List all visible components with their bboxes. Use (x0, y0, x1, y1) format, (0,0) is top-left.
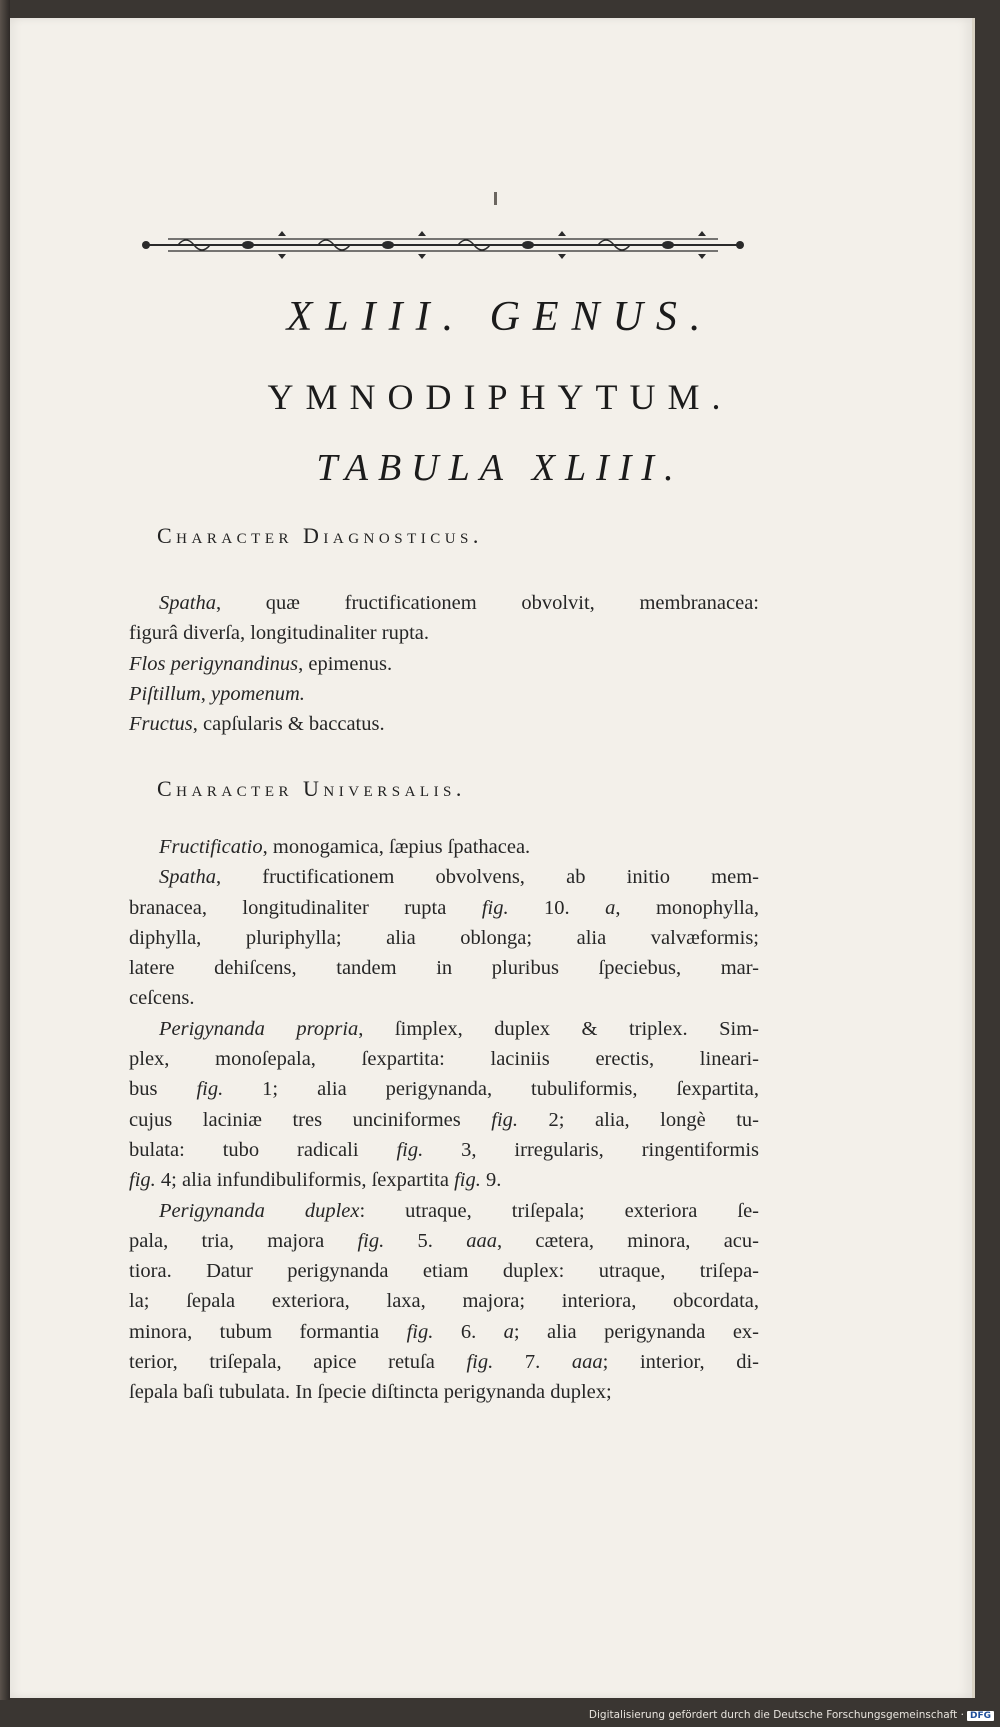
page-mark (494, 192, 497, 205)
text-run: , cætera, minora, acu- (496, 1229, 759, 1252)
italic-term: a (605, 896, 616, 919)
heading-universalis: Character Universalis. (157, 776, 466, 801)
text-run: 9. (480, 1169, 502, 1192)
text-line (129, 923, 759, 953)
diagnosticus-text (129, 588, 759, 739)
text-line (129, 1317, 759, 1347)
italic-term: Perigynanda duplex (159, 1199, 360, 1222)
italic-term: fig. (129, 1169, 156, 1192)
universalis-text (129, 832, 759, 1408)
text-line (129, 983, 759, 1013)
text-run: 2; alia, longè tu- (518, 1108, 759, 1131)
text-line (129, 1074, 759, 1104)
text-run: diphylla, pluriphylla; alia oblonga; alia valvæformis; (129, 926, 759, 949)
italic-term: Fructus (129, 713, 193, 736)
text-run: branacea, longitudinaliter rupta (129, 896, 482, 919)
italic-term: ypomenum. (211, 682, 305, 705)
text-run: tiora. Datur perigynanda etiam duplex: utraque, triſepa- (129, 1260, 759, 1283)
text-line (129, 893, 759, 923)
italic-term: Piſtillum (129, 682, 201, 705)
text-run: la; ſepala exteriora, laxa, majora; interiora, obcordata, (129, 1290, 759, 1313)
text-run: 1; alia perigynanda, tubuliformis, ſexpartita, (223, 1078, 759, 1101)
text-run: , monophylla, (615, 896, 760, 919)
italic-term: fig. (466, 1351, 494, 1374)
italic-term: Perigynanda propria (159, 1017, 359, 1040)
text-line (129, 618, 759, 648)
italic-term: Flos perigynandinus (129, 652, 299, 675)
text-run: cujus laciniæ tres unciniformes (129, 1108, 492, 1131)
book-page (10, 18, 975, 1698)
text-line (129, 1135, 759, 1165)
text-run: 7. (493, 1351, 572, 1374)
italic-term: aaa (571, 1351, 603, 1374)
text-line (129, 1044, 759, 1074)
text-run: latere dehiſcens, tandem in pluribus ſpeciebus, mar- (129, 957, 759, 980)
text-line (129, 588, 759, 618)
text-run: 3, irregularis, ringentiformis (423, 1138, 759, 1161)
text-line (129, 862, 759, 892)
text-run: bus (129, 1078, 197, 1101)
text-line (129, 1014, 759, 1044)
italic-term: fig. (491, 1108, 519, 1131)
text-run: 6. (433, 1320, 504, 1343)
text-run: pala, tria, majora (129, 1229, 358, 1252)
italic-term: fig. (454, 1169, 481, 1192)
text-line (129, 679, 759, 709)
text-line (129, 1347, 759, 1377)
text-run: , quæ fructificationem obvolvit, membranacea: (215, 592, 759, 614)
text-run: ſepala baſi tubulata. In ſpecie diſtincta perigynanda duplex; (129, 1381, 612, 1404)
text-line (129, 1286, 759, 1316)
text-line (129, 1377, 759, 1407)
text-run: , (200, 682, 211, 705)
italic-term: Fructificatio (159, 836, 263, 858)
italic-term: a (503, 1320, 514, 1343)
book-spine (0, 0, 10, 1727)
text-line (129, 1165, 759, 1195)
dfg-logo: DFG (967, 1711, 994, 1721)
text-run: terior, triſepala, apice retuſa (129, 1351, 467, 1374)
text-line (129, 953, 759, 983)
funding-note-text: Digitalisierung gefördert durch die Deutsche Forschungsgemeinschaft · (588, 1709, 964, 1721)
italic-term: fig. (406, 1320, 434, 1343)
text-run: plex, monoſepala, ſexpartita: laciniis erectis, lineari- (129, 1048, 759, 1071)
text-run: ; alia perigynanda ex- (513, 1320, 760, 1343)
italic-term: fig. (396, 1138, 424, 1161)
text-line (129, 832, 759, 862)
heading-diagnosticus: Character Diagnosticus. (157, 523, 483, 548)
ornament-band-icon (138, 230, 748, 260)
text-run: 5. (384, 1229, 467, 1252)
tabula-title: TABULA XLIII. (316, 447, 684, 489)
text-run: ceſcens. (129, 987, 195, 1010)
italic-term: Spatha (159, 866, 216, 889)
italic-term: aaa (466, 1229, 497, 1252)
text-run: : utraque, triſepala; exteriora ſe- (359, 1199, 759, 1222)
text-line (129, 649, 759, 679)
text-run: bulata: tubo radicali (129, 1138, 397, 1161)
text-run: ; interior, di- (602, 1351, 760, 1374)
text-run: , epimenus. (298, 652, 393, 675)
text-run: 10. (508, 896, 606, 919)
italic-term: fig. (196, 1078, 224, 1101)
italic-term: fig. (481, 896, 509, 919)
text-line (129, 709, 759, 739)
genus-title: XLIII. GENUS. (286, 294, 714, 340)
italic-term: Spatha (159, 592, 216, 614)
text-line (129, 1196, 759, 1226)
text-run: figurâ diverſa, longitudinaliter rupta. (129, 622, 430, 645)
italic-term: fig. (357, 1229, 385, 1252)
text-line (129, 1256, 759, 1286)
text-line (129, 1226, 759, 1256)
genus-name: YMNODIPHYTUM. (267, 377, 733, 417)
text-run: , monogamica, ſæpius ſpathacea. (262, 836, 531, 858)
text-line (129, 1105, 759, 1135)
text-run: minora, tubum formantia (129, 1320, 407, 1343)
text-run: , capſularis & baccatus. (192, 713, 385, 736)
text-run: 4; alia infundibuliformis, ſexpartita (155, 1169, 455, 1192)
funding-note (589, 1709, 994, 1721)
text-run: , fructificationem obvolvens, ab initio mem- (215, 866, 759, 889)
text-run: , ſimplex, duplex & triplex. Sim- (358, 1017, 759, 1040)
